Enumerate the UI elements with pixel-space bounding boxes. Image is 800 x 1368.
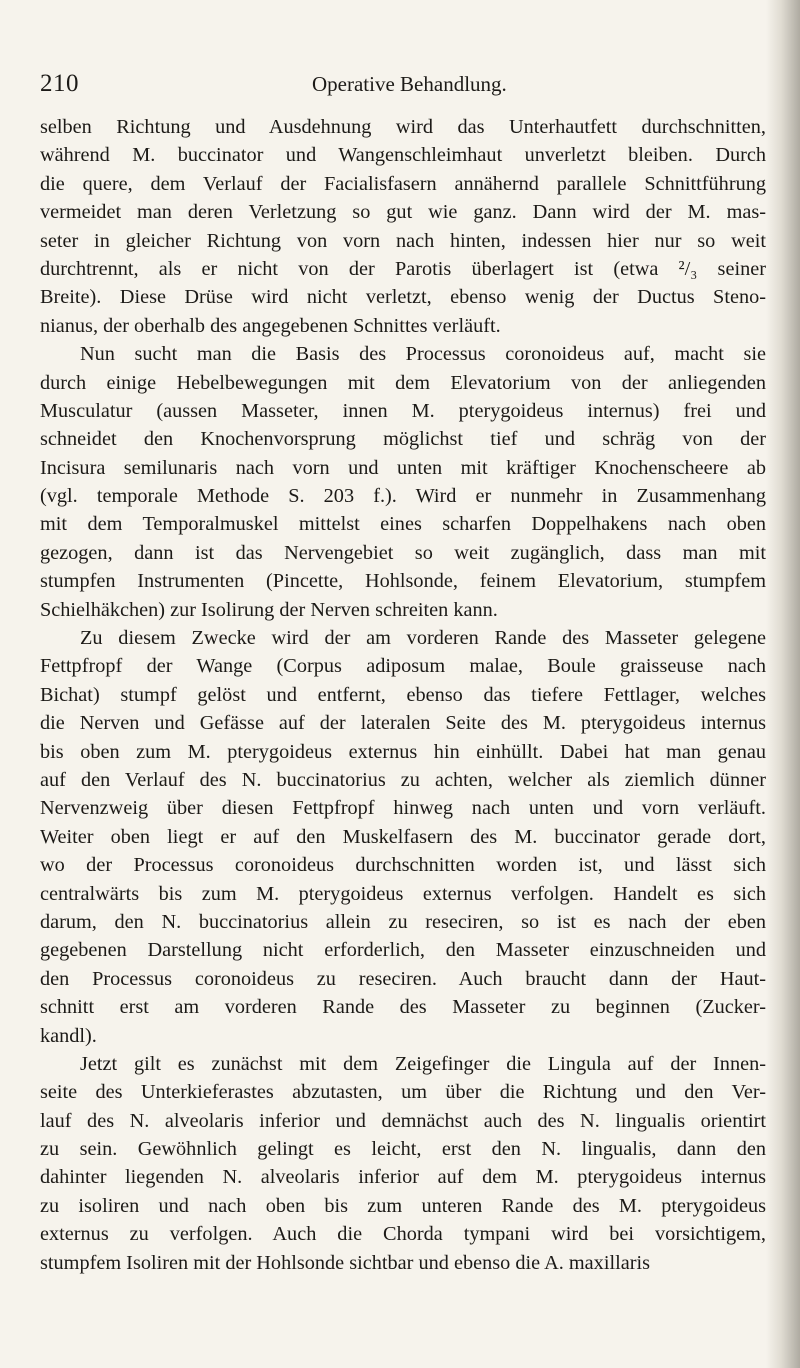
- text-line: gegebenen Darstellung nicht erforderlich, den Masseter einzuschneiden und: [40, 939, 766, 962]
- text-line: mit dem Temporalmuskel mittelst eines scharfen Doppelhakens nach oben: [40, 513, 766, 536]
- text-line: externus zu verfolgen. Auch die Chorda tympani wird bei vorsichtigem,: [40, 1223, 766, 1246]
- running-head: Operative Behandlung.: [312, 72, 507, 96]
- text-line: durch einige Hebelbewegungen mit dem Elevatorium von der anliegenden: [40, 371, 766, 394]
- text-line: (vgl. temporale Methode S. 203 f.). Wird er nunmehr in Zusammenhang: [40, 485, 766, 508]
- text-line: Musculatur (aussen Masseter, innen M. pterygoideus internus) frei und: [40, 399, 766, 422]
- text-line: darum, den N. buccinatorius allein zu reseciren, so ist es nach der eben: [40, 910, 766, 933]
- text-line: lauf des N. alveolaris inferior und demnächst auch des N. lingualis orientirt: [40, 1109, 766, 1132]
- text-line: gezogen, dann ist das Nervengebiet so weit zugänglich, dass man mit: [40, 541, 766, 564]
- text-line: wo der Processus coronoideus durchschnitten worden ist, und lässt sich: [40, 854, 766, 877]
- text-line: durchtrennt, als er nicht von der Parotis überlagert ist (etwa ²/₃ seiner: [40, 257, 766, 280]
- text-line: dahinter liegenden N. alveolaris inferior auf dem M. pterygoideus internus: [40, 1166, 766, 1189]
- text-line: centralwärts bis zum M. pterygoideus externus verfolgen. Handelt es sich: [40, 882, 766, 905]
- text-line: zu sein. Gewöhnlich gelingt es leicht, erst den N. lingualis, dann den: [40, 1138, 766, 1161]
- text-line: Weiter oben liegt er auf den Muskelfasern des M. buccinator gerade dort,: [40, 825, 766, 848]
- text-line: Nervenzweig über diesen Fettpfropf hinweg nach unten und vorn verläuft.: [40, 797, 766, 820]
- text-line: Schielhäkchen) zur Isolirung der Nerven schreiten kann.: [40, 598, 498, 621]
- text-line: die Nerven und Gefässe auf der lateralen Seite des M. pterygoideus internus: [40, 712, 766, 735]
- text-line: während M. buccinator und Wangenschleimhaut unverletzt bleiben. Durch: [40, 144, 766, 167]
- text-line: seite des Unterkieferastes abzutasten, um über die Richtung und den Ver-: [40, 1081, 766, 1104]
- text-line: die quere, dem Verlauf der Facialisfasern annähernd parallele Schnittführung: [40, 172, 766, 195]
- page-number: 210: [40, 70, 79, 97]
- text-line: seter in gleicher Richtung von vorn nach hinten, indessen hier nur so weit: [40, 229, 766, 252]
- page-edge-shadow: [766, 0, 800, 1368]
- text-line: schnitt erst am vorderen Rande des Masseter zu beginnen (Zucker-: [40, 996, 766, 1019]
- text-line: nianus, der oberhalb des angegebenen Schnittes verläuft.: [40, 314, 501, 337]
- text-line: Nun sucht man die Basis des Processus coronoideus auf, macht sie: [80, 343, 766, 366]
- text-line: Zu diesem Zwecke wird der am vorderen Rande des Masseter gelegene: [80, 627, 766, 650]
- text-line: auf den Verlauf des N. buccinatorius zu achten, welcher als ziemlich dünner: [40, 768, 766, 791]
- text-line: Jetzt gilt es zunächst mit dem Zeigefinger die Lingula auf der Innen-: [80, 1052, 766, 1075]
- text-line: stumpfem Isoliren mit der Hohlsonde sichtbar und ebenso die A. maxillaris: [40, 1251, 651, 1274]
- text-line: vermeidet man deren Verletzung so gut wie ganz. Dann wird der M. mas-: [40, 201, 766, 224]
- body-text: [40, 113, 766, 1277]
- text-line: den Processus coronoideus zu reseciren. Auch braucht dann der Haut-: [40, 967, 766, 990]
- text-line: selben Richtung und Ausdehnung wird das Unterhautfett durchschnitten,: [40, 116, 766, 138]
- text-line: zu isoliren und nach oben bis zum unteren Rande des M. pterygoideus: [40, 1194, 766, 1217]
- text-line: bis oben zum M. pterygoideus externus hin einhüllt. Dabei hat man genau: [40, 740, 766, 763]
- text-line: schneidet den Knochenvorsprung möglichst tief und schräg von der: [40, 428, 766, 451]
- page-header: [40, 70, 760, 104]
- text-line: stumpfen Instrumenten (Pincette, Hohlsonde, feinem Elevatorium, stumpfem: [40, 570, 766, 593]
- text-line: Breite). Diese Drüse wird nicht verletzt, ebenso wenig der Ductus Steno-: [40, 286, 766, 309]
- text-line: Bichat) stumpf gelöst und entfernt, ebenso das tiefere Fettlager, welches: [40, 683, 766, 706]
- text-line: Fettpfropf der Wange (Corpus adiposum malae, Boule graisseuse nach: [40, 655, 766, 678]
- text-line: Incisura semilunaris nach vorn und unten mit kräftiger Knochenscheere ab: [40, 456, 766, 479]
- text-line: kandl).: [40, 1024, 97, 1047]
